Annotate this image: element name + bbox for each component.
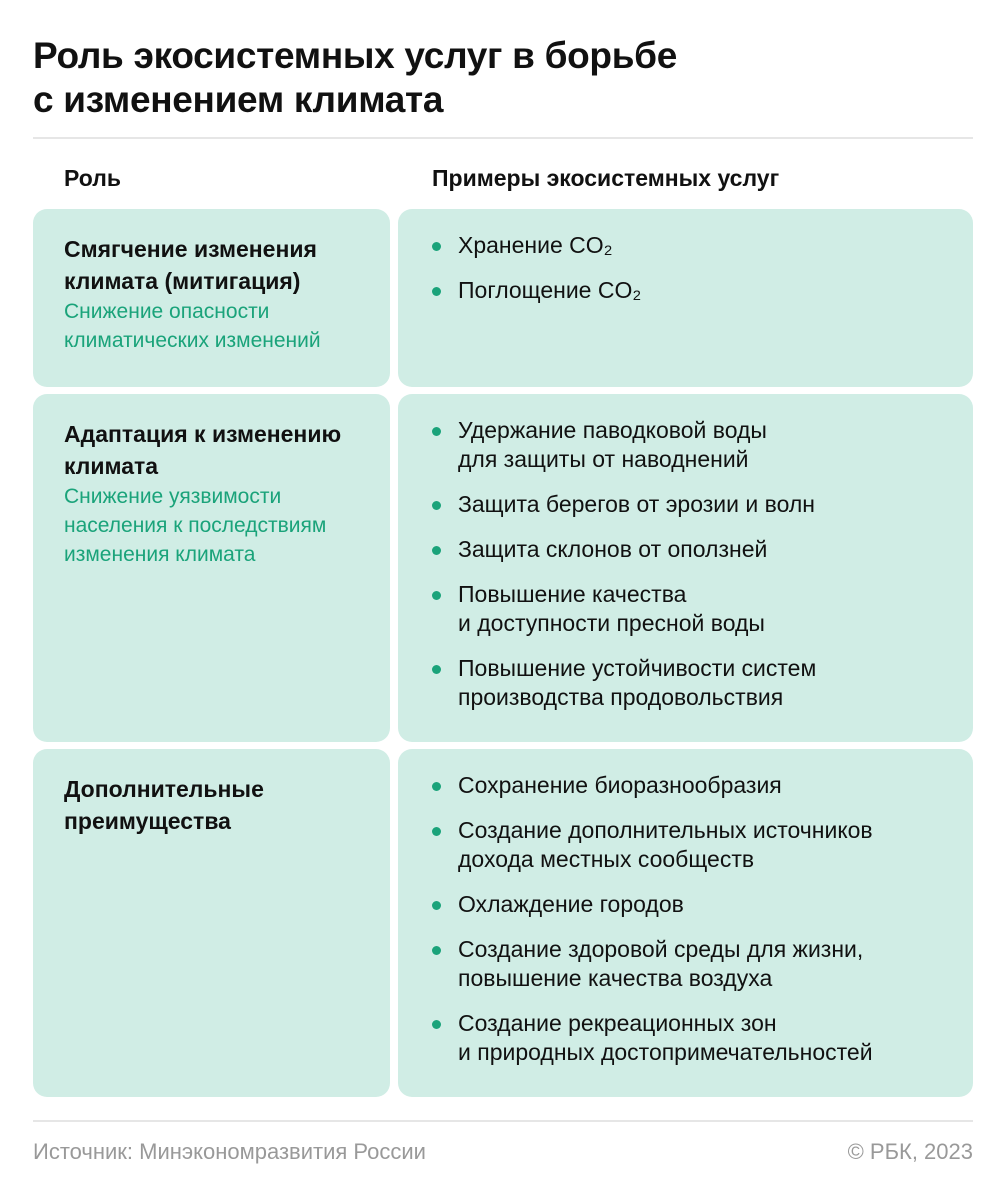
example-item: Сохранение биоразнообразия — [432, 771, 957, 800]
source-note: Источник: Минэкономразвития России — [33, 1139, 426, 1164]
title-divider — [33, 137, 973, 139]
examples-card-adaptation — [398, 394, 973, 742]
role-name: Адаптация к изменению климата — [64, 421, 342, 479]
example-item: Поглощение CO₂ — [432, 276, 957, 305]
examples-card-mitigation — [398, 209, 973, 387]
column-header-role: Роль — [64, 165, 121, 191]
examples-list — [432, 771, 957, 1067]
example-item: Повышение качества и доступности пресной воды — [432, 580, 957, 638]
column-header-examples: Примеры экосистемных услуг — [432, 165, 780, 191]
example-item: Охлаждение городов — [432, 890, 957, 919]
example-item: Повышение устойчивости систем производства продовольствия — [432, 654, 957, 712]
example-item: Защита склонов от оползней — [432, 535, 957, 564]
role-name: Дополнительные преимущества — [64, 776, 264, 834]
role-card-adaptation — [33, 394, 390, 742]
role-name: Смягчение изменения климата (митигация) — [64, 236, 317, 294]
example-item: Удержание паводковой воды для защиты от наводнений — [432, 416, 957, 474]
role-card-additional-benefits — [33, 749, 390, 1097]
example-item: Создание рекреационных зон и природных достопримечательностей — [432, 1009, 957, 1067]
page-title: Роль экосистемных услуг в борьбе с изменением климата — [33, 35, 678, 120]
footer-divider — [33, 1120, 973, 1122]
role-card-mitigation — [33, 209, 390, 387]
example-item: Создание дополнительных источников дохода местных сообществ — [432, 816, 957, 874]
example-item: Создание здоровой среды для жизни, повышение качества воздуха — [432, 935, 957, 993]
examples-list — [432, 416, 957, 712]
role-description: Снижение опасности климатических изменений — [64, 300, 321, 352]
examples-card-additional-benefits — [398, 749, 973, 1097]
example-item: Защита берегов от эрозии и волн — [432, 490, 957, 519]
copyright-note: © РБК, 2023 — [847, 1139, 973, 1164]
role-description: Снижение уязвимости населения к последствиям изменения климата — [64, 485, 327, 566]
example-item: Хранение CO₂ — [432, 231, 957, 260]
examples-list — [432, 231, 957, 305]
